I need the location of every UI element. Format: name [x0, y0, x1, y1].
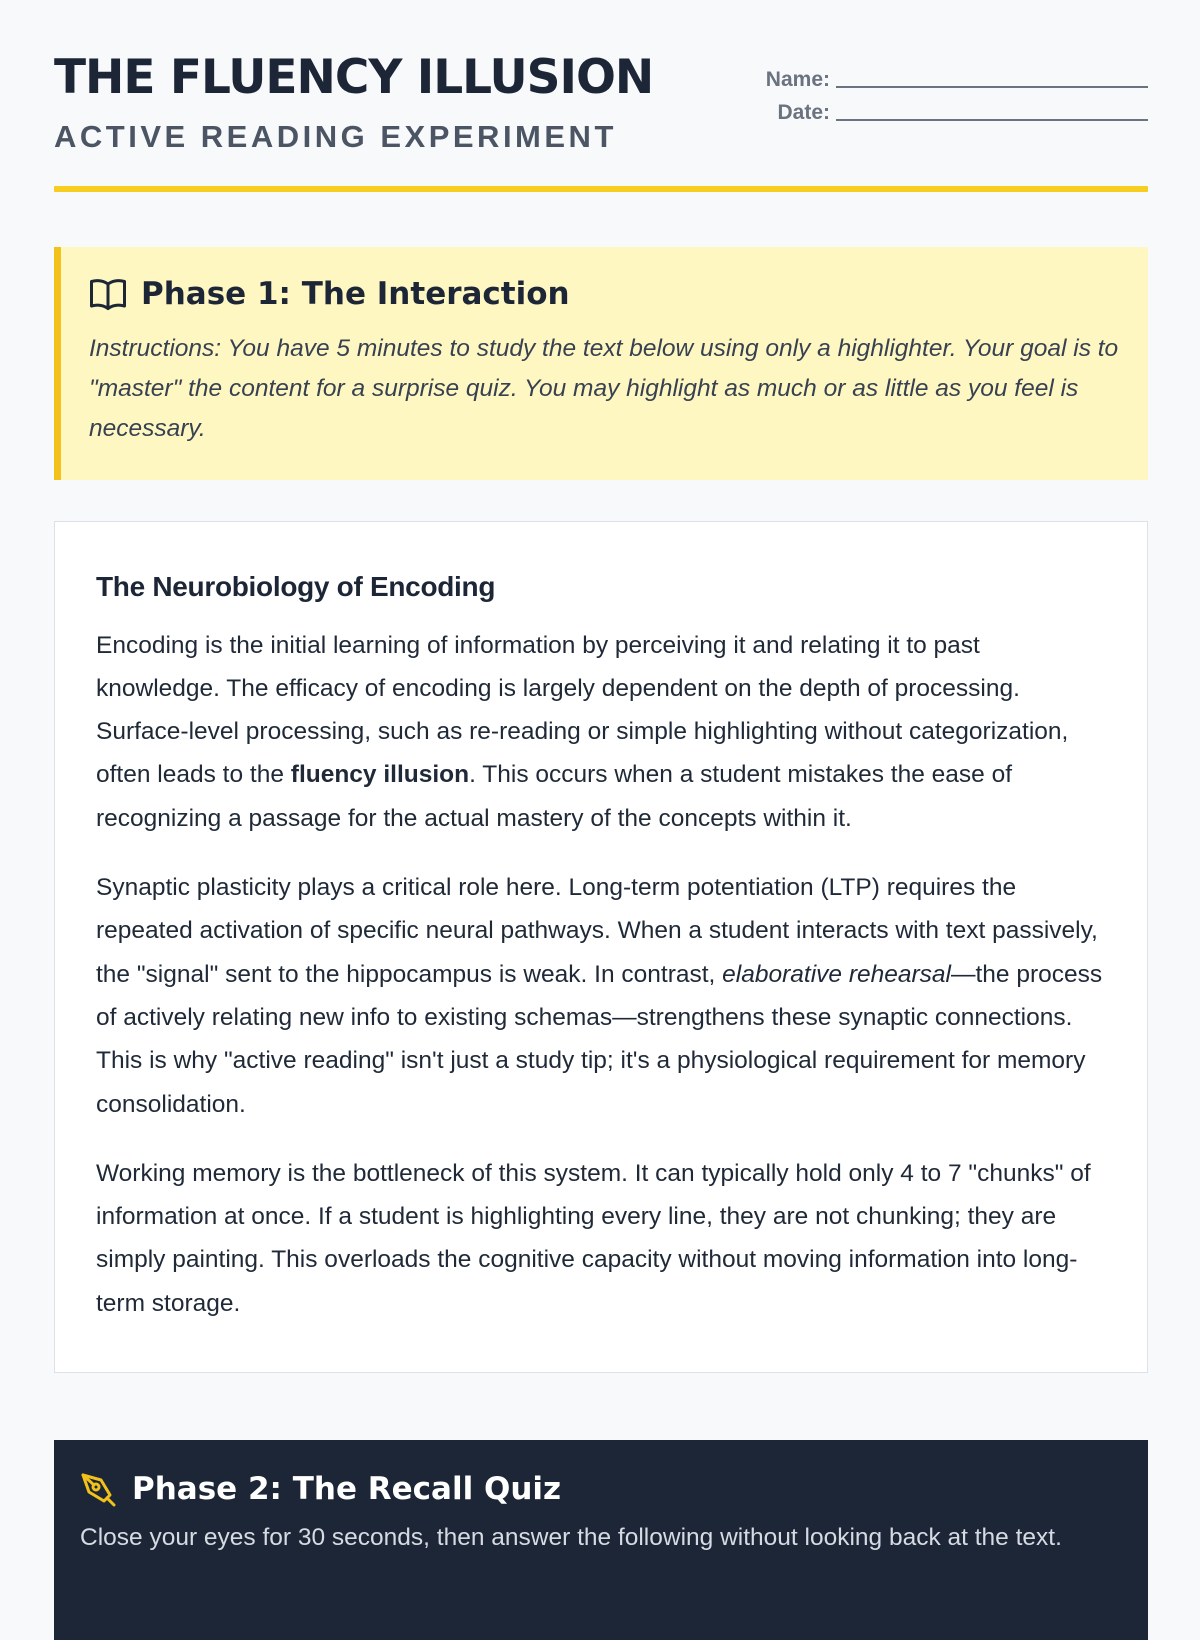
- p1-bold-term: fluency illusion: [290, 761, 470, 789]
- p2-text-end: —the process of actively relating new info to existing schemas—strengthens these synaptic connections. This is why "active reading" isn't just a study tip; it's a physiological requirement for memory consolidation.: [96, 960, 1103, 1118]
- header-divider: [54, 186, 1148, 192]
- p2-italic-term: elaborative rehearsal: [722, 960, 951, 988]
- phase2-title: Phase 2: The Recall Quiz: [132, 1470, 562, 1507]
- reading-passage: [54, 521, 1148, 1373]
- open-book-icon: [89, 276, 129, 312]
- p1-text-start: Encoding is the initial learning of information by perceiving it and relating it to past knowledge. The efficacy of encoding is largely dependent on the depth of processing. Surface-level processing, such as re-reading or simple highlighting without categorization, often leads to the: [96, 631, 1069, 789]
- date-row: [758, 91, 1148, 124]
- date-label: Date:: [777, 101, 830, 124]
- phase2-intro: Close your eyes for 30 seconds, then answer the following without looking back at the text.: [80, 1524, 1062, 1551]
- phase2-section: [54, 1440, 1148, 1640]
- worksheet-subtitle: ACTIVE READING EXPERIMENT: [54, 119, 617, 154]
- name-row: [758, 58, 1148, 91]
- worksheet-header: [54, 0, 1148, 190]
- worksheet-title: THE FLUENCY ILLUSION: [54, 50, 654, 105]
- phase1-instructions: Instructions: You have 5 minutes to study the text below using only a highlighter. Your goal is to "master" the content for a surprise quiz. You may highlight as much or as little as you feel is necessary.: [89, 335, 1119, 442]
- p2-text-start: Synaptic plasticity plays a critical role here. Long-term potentiation (LTP) requires the repeated activation of specific neural pathways. When a student interacts with text passively, the "signal" sent to the hippocampus is weak. In contrast,: [96, 874, 1098, 988]
- name-field[interactable]: [836, 86, 1148, 88]
- p1-text-end: . This occurs when a student mistakes the ease of recognizing a passage for the actual mastery of the concepts within it.: [96, 761, 1013, 832]
- passage-paragraph-1[interactable]: [96, 624, 1107, 840]
- phase1-heading: [89, 275, 1122, 313]
- phase1-title: Phase 1: The Interaction: [141, 275, 570, 312]
- phase2-heading: [80, 1470, 1122, 1508]
- name-label: Name:: [765, 68, 830, 91]
- passage-paragraph-3[interactable]: Working memory is the bottleneck of this system. It can typically hold only 4 to 7 "chunks" of information at once. If a student is highlighting every line, they are not chunking; they are simply painting. This overloads the cognitive capacity without moving information into long-term storage.: [96, 1159, 1091, 1317]
- worksheet-page: [54, 0, 1148, 1551]
- pen-nib-icon: [80, 1471, 120, 1507]
- date-field[interactable]: [836, 119, 1148, 121]
- passage-paragraph-2[interactable]: [96, 866, 1107, 1126]
- phase1-callout: [54, 247, 1148, 480]
- passage-title: The Neurobiology of Encoding: [96, 571, 496, 602]
- student-info: [758, 58, 1148, 124]
